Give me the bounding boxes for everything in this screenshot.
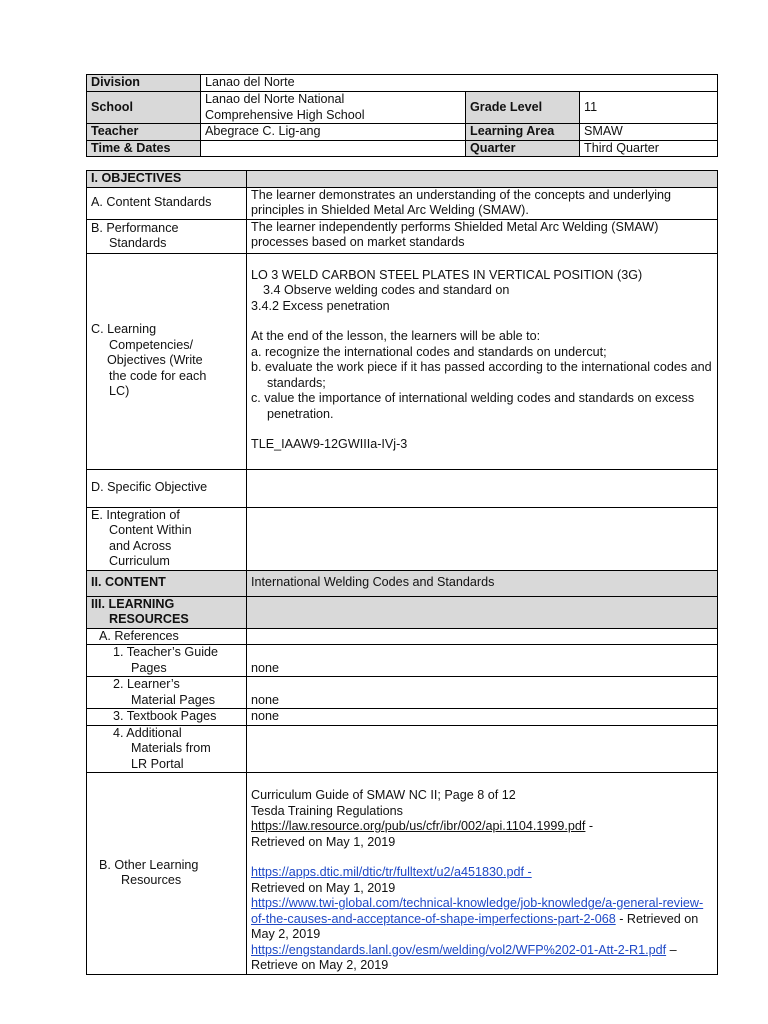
lo-sub2: 3.4.2 Excess penetration: [251, 298, 390, 313]
performance-label-line1: B. Performance: [91, 220, 179, 235]
objectives-heading-blank: [247, 171, 718, 188]
lesson-plan-table: [86, 170, 718, 975]
school-value-line1: Lanao del Norte National: [205, 92, 345, 106]
competencies-label-line4: the code for each: [109, 368, 207, 383]
competencies-label-line3: Objectives (Write: [107, 353, 203, 368]
time-label: Time & Dates: [87, 140, 201, 157]
objective-b: b. evaluate the work piece if it has passed according to the international codes and standards;: [251, 360, 712, 390]
division-value: Lanao del Norte: [201, 75, 718, 92]
performance-standards-label: [87, 219, 247, 253]
competencies-content: [247, 253, 718, 469]
objectives-intro: At the end of the lesson, the learners will be able to:: [251, 329, 541, 343]
competencies-label-line1: C. Learning: [91, 322, 157, 337]
school-value-line2: Comprehensive High School: [205, 107, 365, 122]
reference-link-4[interactable]: https://engstandards.lanl.gov/esm/welding/vol2/WFP%202-01-Att-2-R1.pdf: [251, 942, 667, 957]
reference-link-2[interactable]: https://apps.dtic.mil/dtic/tr/fulltext/u2/a451830.pdf -: [251, 865, 532, 879]
content-value: International Welding Codes and Standards: [247, 570, 718, 596]
references-label: A. References: [87, 628, 247, 645]
objective-c: c. value the importance of international welding codes and standards on excess penetration.: [251, 391, 695, 421]
tesda-line: Tesda Training Regulations: [251, 803, 403, 818]
content-heading: II. CONTENT: [87, 570, 247, 596]
additional-materials-label-line3: LR Portal: [131, 756, 184, 771]
reference-link-4-suffix: – Retrieve on May 2, 2019: [251, 942, 677, 972]
reference-link-3-suffix: - Retrieved on May 2, 2019: [251, 911, 699, 941]
reference-link-3[interactable]: https://www.twi-global.com/technical-knowledge/job-knowledge/a-general-review-of-the-causes-and-acceptance-of-shape-imperfections-part-2-068: [251, 896, 704, 926]
performance-label-line2: Standards: [109, 236, 167, 250]
other-resources-label-line2: Resources: [121, 873, 182, 888]
specific-objective-value: [247, 469, 718, 507]
teacher-value: Abegrace C. Lig-ang: [201, 124, 466, 141]
quarter-value: Third Quarter: [580, 140, 718, 157]
integration-label-line2: Content Within: [109, 523, 192, 537]
other-resources-label: [87, 773, 247, 975]
resources-heading-line2: RESOURCES: [109, 612, 189, 626]
area-value: SMAW: [580, 124, 718, 141]
school-value: [201, 92, 466, 124]
lo-line: LO 3 WELD CARBON STEEL PLATES IN VERTICAL POSITION (3G): [251, 267, 643, 282]
competency-code: TLE_IAAW9-12GWIIIa-IVj-3: [251, 437, 408, 451]
integration-label: [87, 507, 247, 570]
school-label: School: [87, 92, 201, 124]
teacher-label: Teacher: [87, 124, 201, 141]
additional-materials-label: [87, 725, 247, 773]
learners-material-label-line1: 2. Learner’s: [113, 677, 180, 691]
teachers-guide-label-line2: Pages: [131, 660, 167, 675]
learners-material-label-line2: Material Pages: [131, 692, 215, 707]
competencies-label: [87, 253, 247, 469]
lo-sub1: 3.4 Observe welding codes and standard on: [263, 283, 510, 297]
teachers-guide-value: none: [247, 645, 718, 677]
resources-heading-line1: III. LEARNING: [91, 596, 175, 611]
textbook-pages-label: 3. Textbook Pages: [87, 709, 247, 726]
integration-label-line3: and Across: [109, 538, 172, 553]
specific-objective-label: D. Specific Objective: [87, 469, 247, 507]
retrieved-2: Retrieved on May 1, 2019: [251, 880, 396, 895]
division-label: Division: [87, 75, 201, 92]
objectives-heading: I. OBJECTIVES: [87, 171, 247, 188]
retrieved-1: Retrieved on May 1, 2019: [251, 834, 396, 849]
learning-resources-heading: [87, 596, 247, 628]
reference-link-3-row: [251, 896, 713, 943]
curriculum-guide-line: Curriculum Guide of SMAW NC II; Page 8 of 12: [251, 788, 516, 802]
teachers-guide-label-line1: 1. Teacher’s Guide: [113, 645, 219, 659]
other-resources-content: [247, 773, 718, 975]
performance-standards-text: The learner independently performs Shielded Metal Arc Welding (SMAW) processes based on market standards: [247, 219, 718, 253]
other-resources-label-line1: B. Other Learning: [99, 857, 199, 872]
additional-materials-value: [247, 725, 718, 773]
reference-link-1-row: [251, 819, 713, 835]
reference-link-1[interactable]: https://law.resource.org/pub/us/cfr/ibr/002/api.1104.1999.pdf: [251, 819, 586, 833]
content-standards-text: The learner demonstrates an understanding of the concepts and underlying principles in Shielded Metal Arc Welding (SMAW).: [247, 187, 718, 219]
textbook-pages-value: none: [247, 709, 718, 726]
integration-label-line1: E. Integration of: [91, 507, 180, 522]
time-value: [201, 140, 466, 157]
reference-link-4-row: [251, 943, 713, 974]
learners-material-label: [87, 677, 247, 709]
additional-materials-label-line1: 4. Additional: [113, 725, 182, 740]
area-label: Learning Area: [466, 124, 580, 141]
grade-label: Grade Level: [466, 92, 580, 124]
additional-materials-label-line2: Materials from: [131, 741, 211, 755]
references-value: [247, 628, 718, 645]
learners-material-value: none: [247, 677, 718, 709]
teachers-guide-label: [87, 645, 247, 677]
header-table: [86, 74, 718, 157]
reference-link-1-suffix: -: [585, 819, 594, 833]
grade-value: 11: [580, 92, 718, 124]
competencies-label-line2: Competencies/: [109, 337, 193, 352]
quarter-label: Quarter: [466, 140, 580, 157]
integration-value: [247, 507, 718, 570]
learning-resources-heading-blank: [247, 596, 718, 628]
integration-label-line4: Curriculum: [109, 554, 170, 568]
content-standards-label: A. Content Standards: [87, 187, 247, 219]
objective-a: a. recognize the international codes and standards on undercut;: [251, 344, 607, 359]
competencies-label-line5: LC): [109, 384, 130, 399]
